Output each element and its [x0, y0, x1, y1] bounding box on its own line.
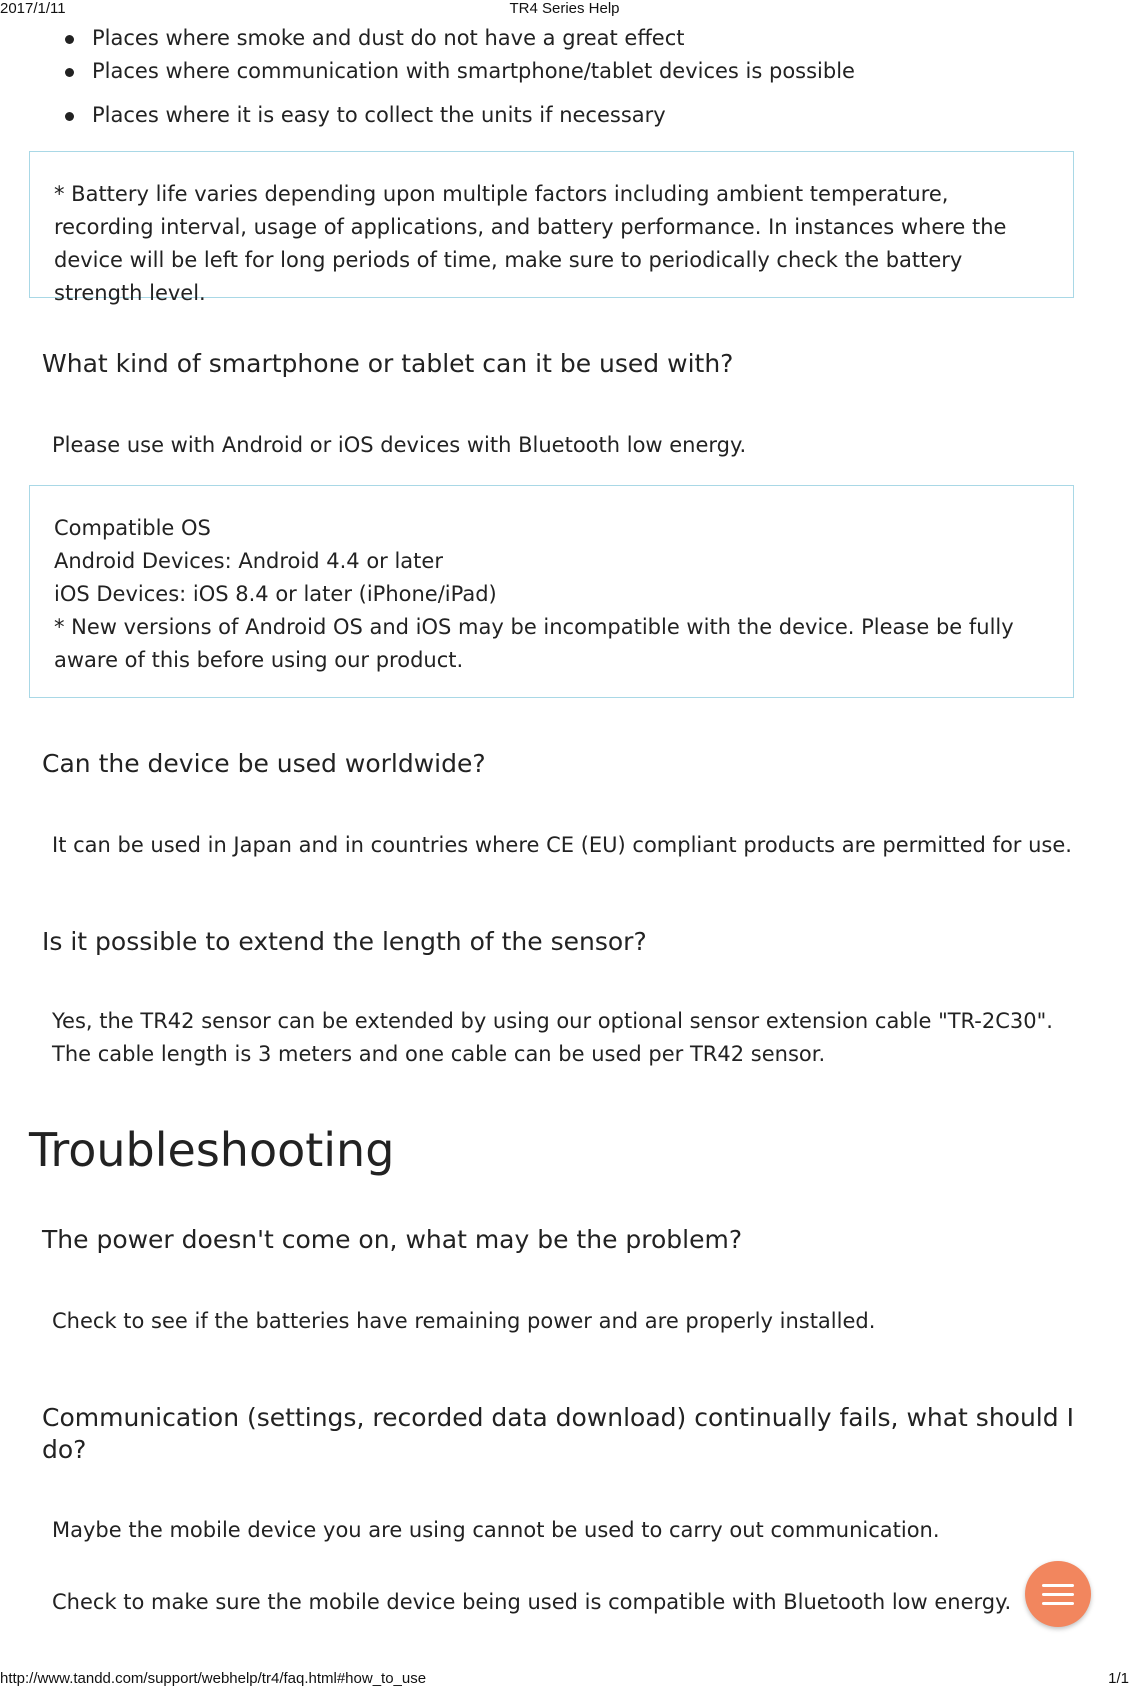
- faq-answer-compatible-devices: Please use with Android or iOS devices with Bluetooth low energy.: [52, 433, 747, 457]
- list-item: Places where smoke and dust do not have a great effect: [62, 22, 855, 55]
- faq-answer-communication-2: Check to make sure the mobile device being used is compatible with Bluetooth low energy.: [52, 1590, 1012, 1614]
- compatible-os-ios: iOS Devices: iOS 8.4 or later (iPhone/iPad): [54, 582, 497, 606]
- faq-answer-sensor-extension-line1: Yes, the TR42 sensor can be extended by using our optional sensor extension cable "TR-2C30".: [52, 1009, 1053, 1033]
- faq-answer-communication-1: Maybe the mobile device you are using cannot be used to carry out communication.: [52, 1518, 940, 1542]
- placement-bullet-list: [62, 22, 855, 132]
- faq-question-compatible-devices: What kind of smartphone or tablet can it be used with?: [42, 349, 734, 378]
- compatible-os-note: * New versions of Android OS and iOS may be incompatible with the device. Please be fully aware of this before using our product.: [54, 615, 1014, 672]
- troubleshooting-section-title: Troubleshooting: [29, 1123, 395, 1177]
- battery-note-box: [29, 151, 1074, 305]
- faq-answer-worldwide: It can be used in Japan and in countries where CE (EU) compliant products are permitted for use.: [52, 833, 1072, 857]
- list-item: Places where communication with smartphone/tablet devices is possible: [62, 55, 855, 88]
- faq-answer-sensor-extension-line2: The cable length is 3 meters and one cable can be used per TR42 sensor.: [52, 1042, 826, 1066]
- compatible-os-android: Android Devices: Android 4.4 or later: [54, 549, 443, 573]
- compatible-os-heading: Compatible OS: [54, 516, 211, 540]
- hamburger-menu-icon: [1042, 1602, 1074, 1605]
- hamburger-menu-icon: [1042, 1593, 1074, 1596]
- print-header-date: 2017/1/11: [0, 0, 66, 17]
- faq-question-communication: Communication (settings, recorded data download) continually fails, what should I do?: [42, 1403, 1074, 1464]
- list-item: Places where it is easy to collect the units if necessary: [62, 99, 855, 132]
- faq-question-power: The power doesn't come on, what may be the problem?: [42, 1225, 743, 1254]
- print-footer-page-number: 1/1: [1108, 1670, 1129, 1687]
- hamburger-menu-icon: [1042, 1584, 1074, 1587]
- print-header-title: TR4 Series Help: [509, 0, 620, 17]
- faq-question-sensor-extension: Is it possible to extend the length of the sensor?: [42, 927, 647, 956]
- faq-answer-power: Check to see if the batteries have remaining power and are properly installed.: [52, 1309, 876, 1333]
- faq-question-worldwide: Can the device be used worldwide?: [42, 749, 486, 778]
- print-footer-url: http://www.tandd.com/support/webhelp/tr4/faq.html#how_to_use: [0, 1670, 427, 1687]
- compatible-os-box: [29, 485, 1074, 698]
- battery-note-text: * Battery life varies depending upon multiple factors including ambient temperature, recording interval, usage of applications, and battery performance. In instances where the device will be left for long periods of time, make sure to periodically check the battery strength level.: [54, 182, 1007, 305]
- menu-button[interactable]: [1025, 1561, 1091, 1627]
